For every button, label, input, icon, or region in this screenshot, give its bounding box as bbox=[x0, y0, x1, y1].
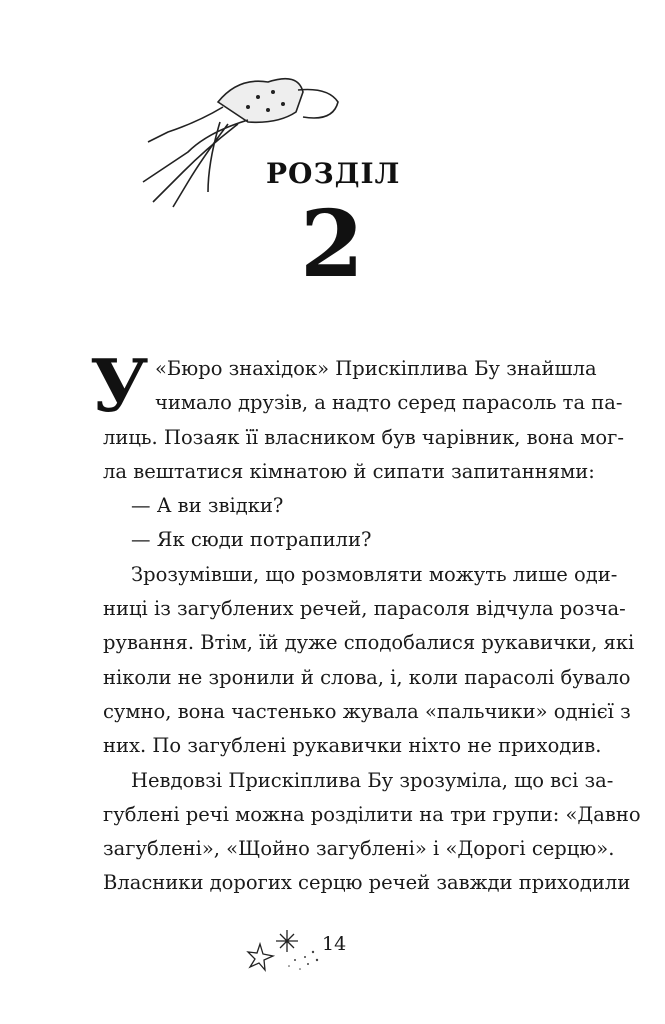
text-line: чимало друзів, а надто серед парасоль та па- bbox=[155, 391, 623, 415]
text-line: «Бюро знахідок» Прискіплива Бу знайшла bbox=[155, 357, 597, 380]
chapter-number: 2 bbox=[300, 190, 365, 298]
body-text bbox=[103, 352, 641, 901]
text-line: рування. Втім, їй дуже сподобалися рукавички, які bbox=[103, 631, 635, 655]
text-line: них. По загублені рукавички ніхто не приходив. bbox=[103, 734, 602, 758]
text-line: — А ви звідки? bbox=[131, 494, 284, 518]
text-line: — Як сюди потрапили? bbox=[131, 528, 372, 552]
drop-cap: У bbox=[90, 343, 149, 428]
text-line: загублені», «Щойно загублені» і «Дорогі серцю». bbox=[103, 837, 615, 861]
text-line: ніколи не зронили й слова, і, коли парасолі бувало bbox=[103, 665, 631, 689]
chapter-heading: розділ bbox=[266, 146, 401, 193]
text-line: ла вештатися кімнатою й сипати запитаннями: bbox=[103, 459, 595, 483]
text-line: Зрозумівши, що розмовляти можуть лише оди- bbox=[131, 562, 618, 586]
text-line: лиць. Позаяк її власником був чарівник, вона мог- bbox=[103, 425, 624, 449]
text-line: Власники дорогих серцю речей завжди приходили bbox=[103, 871, 631, 895]
text-line: ниці із загублених речей, парасоля відчула розча- bbox=[103, 597, 626, 621]
text-line: сумно, вона частенько жувала «пальчики» однієї з bbox=[103, 699, 631, 723]
text-line: Невдовзі Прискіплива Бу зрозуміла, що всі за- bbox=[131, 768, 614, 792]
text-line: гублені речі можна розділити на три групи: «Давно bbox=[103, 802, 641, 826]
page-number: 14 bbox=[322, 933, 347, 955]
